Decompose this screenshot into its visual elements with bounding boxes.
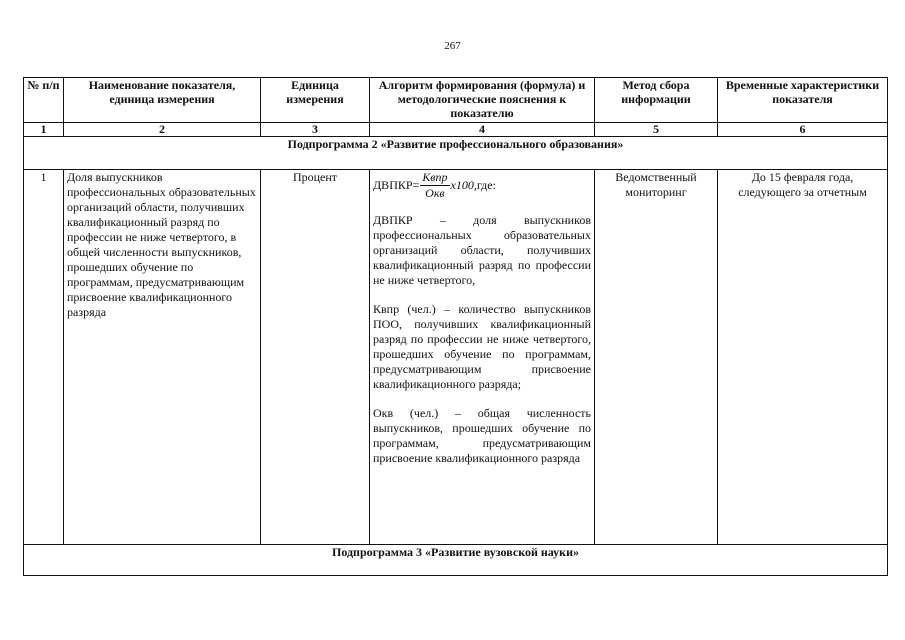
section-title-subprogram-3: Подпрограмма 3 «Развитие вузовской науки» [24, 545, 888, 576]
explanation-okv: Окв (чел.) – общая численность выпускников, прошедших обучение по программам, предусматривающим присвоение квалификационного разряда [373, 406, 591, 465]
column-number: 4 [370, 123, 595, 137]
row-number: 1 [24, 170, 64, 545]
header-row [24, 78, 888, 123]
header-timing: Временные характеристики показателя [718, 78, 888, 123]
indicator-unit: Процент [261, 170, 370, 545]
header-algorithm: Алгоритм формирования (формула) и методологические пояснения к показателю [370, 78, 595, 123]
explanation-kvpr: Квпр (чел.) – количество выпускников ПОО, получивших квалификационный разряд по профессии не ниже четвертого, прошедших обучение по программам, предусматривающим присвоение квалификационного разряда; [373, 302, 591, 391]
formula-rhs: х100, [450, 178, 477, 192]
formula-numerator: Квпр [422, 170, 448, 184]
column-number-row [24, 123, 888, 137]
formula-fraction [420, 170, 449, 201]
table-row [24, 170, 888, 545]
formula-denominator: Окв [425, 186, 445, 200]
indicators-table [23, 77, 888, 576]
indicator-name: Доля выпускников профессиональных образовательных организаций области, получивших квалификационный разряд по профессии не ниже четвертого, в общей численности выпускников, прошедших обучение по программам, предусматривающим присвоение квалификационного разряда [64, 170, 261, 545]
section-row [24, 545, 888, 576]
column-number: 5 [595, 123, 718, 137]
section-row [24, 137, 888, 170]
section-title-subprogram-2: Подпрограмма 2 «Развитие профессионального образования» [24, 137, 888, 170]
header-method: Метод сбора информации [595, 78, 718, 123]
header-unit: Единица измерения [261, 78, 370, 123]
collection-method: Ведомственный мониторинг [595, 170, 718, 545]
algorithm-cell [370, 170, 595, 545]
column-number: 6 [718, 123, 888, 137]
header-name: Наименование показателя, единица измерения [64, 78, 261, 123]
timing: До 15 февраля года, следующего за отчетным [718, 170, 888, 545]
page-number: 267 [444, 40, 461, 52]
column-number: 1 [24, 123, 64, 137]
column-number: 2 [64, 123, 261, 137]
column-number: 3 [261, 123, 370, 137]
formula-tail: где: [476, 178, 496, 192]
formula [373, 170, 591, 201]
explanation-dvpkr: ДВПКР – доля выпускников профессиональных образовательных организаций области, получивших квалификационный разряд по профессии не ниже четвертого, [373, 213, 591, 287]
header-num: № п/п [24, 78, 64, 123]
formula-lhs: ДВПКР= [373, 178, 420, 192]
